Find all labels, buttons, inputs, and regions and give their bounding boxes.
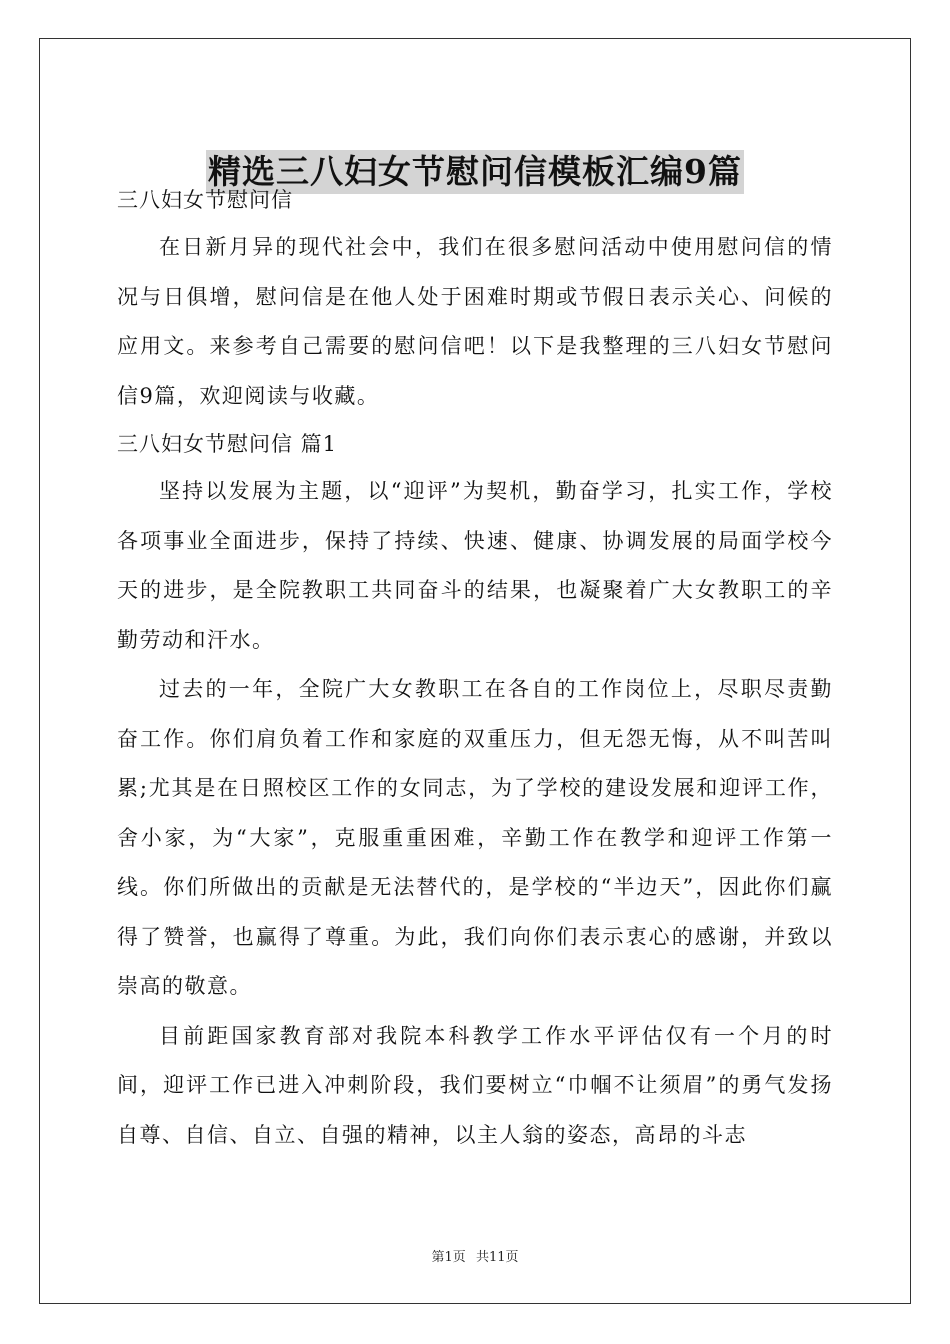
section-heading: 三八妇女节慰问信 [117,188,293,212]
article-heading: 三八妇女节慰问信 篇1 [117,432,338,456]
document-body [117,177,833,1160]
body-paragraph-2: 过去的一年，全院广大女教职工在各自的工作岗位上，尽职尽责勤奋工作。你们肩负着工作和家庭的双重压力，但无怨无悔，从不叫苦叫累;尤其是在日照校区工作的女同志，为了学校的建设发展和迎评工作，舍小家，为“大家”，克服重重困难，辛勤工作在教学和迎评工作第一线。你们所做出的贡献是无法替代的，是学校的“半边天”，因此你们赢得了赞誉，也赢得了尊重。为此，我们向你们表示衷心的感谢，并致以崇高的敬意。 [117,677,833,998]
body-paragraph-3: 目前距国家教育部对我院本科教学工作水平评估仅有一个月的时间，迎评工作已进入冲刺阶段，我们要树立“巾帼不让须眉”的勇气发扬自尊、自信、自立、自强的精神，以主人翁的姿态，高昂的斗志 [117,1023,833,1147]
body-paragraph-1: 坚持以发展为主题，以“迎评”为契机，勤奋学习，扎实工作，学校各项事业全面进步，保持了持续、快速、健康、协调发展的局面学校今天的进步，是全院教职工共同奋斗的结果，也凝聚着广大女教职工的辛勤劳动和汗水。 [117,479,833,652]
document-title: 精选三八妇女节慰问信模板汇编9篇 [206,150,744,194]
page-total: 共11页 [475,1250,519,1265]
page-footer [0,1246,950,1265]
intro-paragraph: 在日新月异的现代社会中，我们在很多慰问活动中使用慰问信的情况与日俱增，慰问信是在他人处于困难时期或节假日表示关心、问候的应用文。来参考自己需要的慰问信吧！以下是我整理的三八妇女节慰问信9篇，欢迎阅读与收藏。 [117,235,833,408]
page-number: 第1页 [431,1250,466,1265]
